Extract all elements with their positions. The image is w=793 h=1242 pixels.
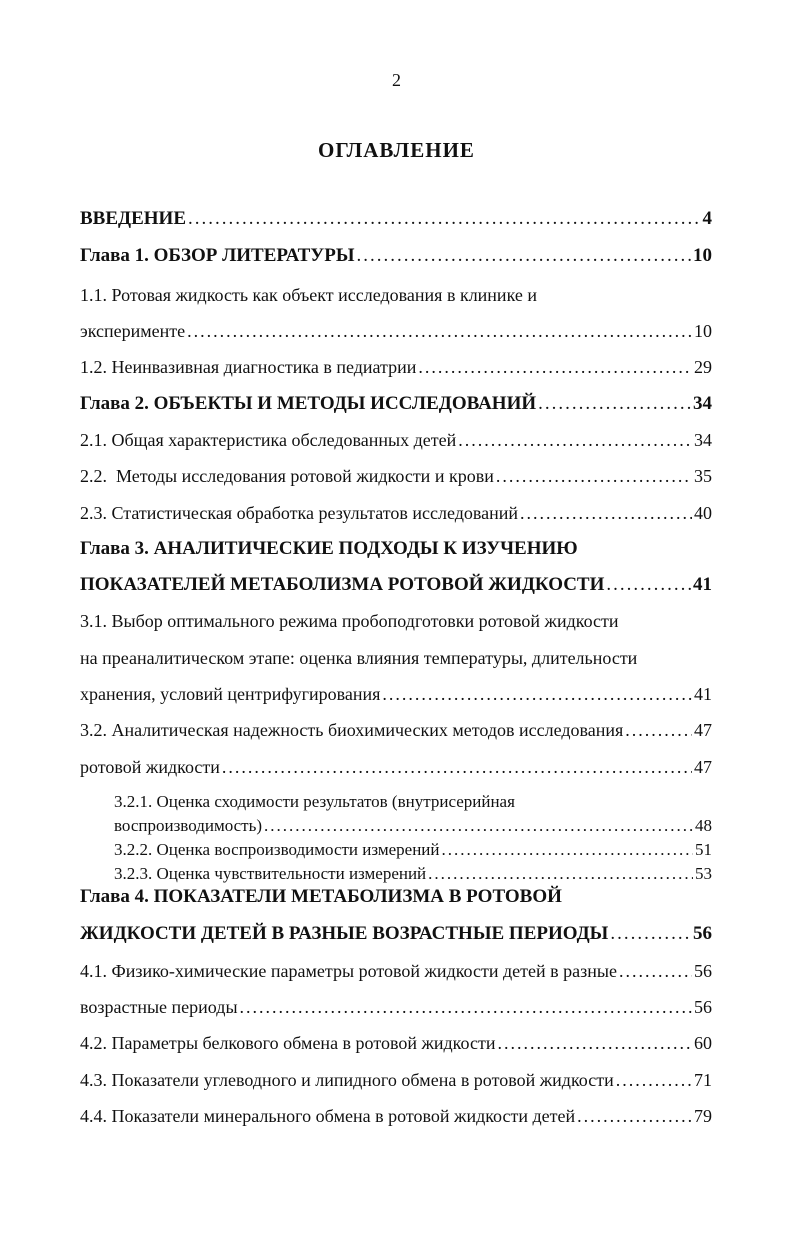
toc-entry-page: 34 bbox=[694, 430, 712, 450]
toc-dot-leader bbox=[619, 956, 692, 986]
toc-dot-leader bbox=[418, 352, 692, 382]
toc-entry-label: 2.2. Методы исследования ротовой жидкости и крови bbox=[80, 466, 494, 486]
toc-entry-page: 10 bbox=[693, 245, 712, 266]
toc-entry-chapter-1[interactable] bbox=[80, 241, 712, 271]
toc-entry-page: 56 bbox=[694, 997, 712, 1017]
toc-entry-section-4-3[interactable] bbox=[80, 1065, 712, 1095]
toc-entry-label: 3.2.2. Оценка воспроизводимости измерений bbox=[114, 840, 440, 859]
toc-entry-intro[interactable] bbox=[80, 204, 712, 234]
toc-entry-page: 79 bbox=[694, 1106, 712, 1126]
toc-entry-chapter-4[interactable] bbox=[80, 919, 712, 949]
toc-entry-chapter-4-line1[interactable]: Глава 4. ПОКАЗАТЕЛИ МЕТАБОЛИЗМА В РОТОВОЙ bbox=[80, 886, 562, 907]
toc-entry-label: Глава 1. ОБЗОР ЛИТЕРАТУРЫ bbox=[80, 245, 355, 266]
toc-entry-label: возрастные периоды bbox=[80, 997, 238, 1017]
toc-entry-page: 10 bbox=[694, 321, 712, 341]
toc-dot-leader bbox=[497, 1028, 692, 1058]
toc-entry-page: 29 bbox=[694, 357, 712, 377]
toc-entry-page: 48 bbox=[695, 816, 712, 835]
toc-entry-label: Глава 2. ОБЪЕКТЫ И МЕТОДЫ ИССЛЕДОВАНИЙ bbox=[80, 393, 537, 414]
toc-entry-section-4-1-line1[interactable] bbox=[80, 956, 712, 986]
toc-entry-chapter-3-line1[interactable]: Глава 3. АНАЛИТИЧЕСКИЕ ПОДХОДЫ К ИЗУЧЕНИЮ bbox=[80, 538, 578, 559]
toc-entry-label: 4.2. Параметры белкового обмена в ротовой жидкости bbox=[80, 1033, 496, 1053]
toc-entry-section-3-1[interactable] bbox=[80, 679, 712, 709]
toc-dot-leader bbox=[496, 461, 692, 491]
toc-entry-page: 41 bbox=[693, 574, 712, 595]
page-number: 2 bbox=[392, 70, 401, 90]
toc-dot-leader bbox=[222, 752, 692, 782]
toc-entry-section-3-1-line1[interactable]: 3.1. Выбор оптимального режима пробоподготовки ротовой жидкости bbox=[80, 611, 619, 631]
toc-entry-chapter-3[interactable] bbox=[80, 570, 712, 600]
toc-entry-label: 2.3. Статистическая обработка результатов исследований bbox=[80, 503, 519, 523]
toc-entry-section-1-2[interactable] bbox=[80, 352, 712, 382]
toc-dot-leader bbox=[240, 992, 692, 1022]
toc-entry-section-2-3[interactable] bbox=[80, 498, 712, 528]
toc-entry-section-4-1[interactable] bbox=[80, 992, 712, 1022]
toc-entry-label: ЖИДКОСТИ ДЕТЕЙ В РАЗНЫЕ ВОЗРАСТНЫЕ ПЕРИОДЫ bbox=[80, 923, 609, 944]
toc-entry-page: 47 bbox=[694, 720, 712, 740]
toc-entry-page: 56 bbox=[694, 961, 712, 981]
toc-dot-leader bbox=[357, 241, 691, 271]
toc-dot-leader bbox=[625, 715, 692, 745]
toc-entry-page: 71 bbox=[694, 1070, 712, 1090]
toc-entry-label: 2.1. Общая характеристика обследованных детей bbox=[80, 430, 457, 450]
toc-entry-section-3-2-1[interactable] bbox=[114, 814, 712, 838]
toc-entry-label: ПОКАЗАТЕЛЕЙ МЕТАБОЛИЗМА РОТОВОЙ ЖИДКОСТИ bbox=[80, 574, 605, 595]
toc-entry-label: эксперименте bbox=[80, 321, 186, 341]
toc-entry-section-3-2[interactable] bbox=[80, 752, 712, 782]
toc-entry-section-1-1-line1[interactable]: 1.1. Ротовая жидкость как объект исследования в клинике и bbox=[80, 285, 537, 305]
toc-dot-leader bbox=[538, 389, 691, 419]
toc-dot-leader bbox=[188, 204, 701, 234]
toc-entry-section-2-2[interactable] bbox=[80, 461, 712, 491]
toc-entry-section-2-1[interactable] bbox=[80, 425, 712, 455]
toc-entry-page: 40 bbox=[694, 503, 712, 523]
toc-entry-label: ВВЕДЕНИЕ bbox=[80, 208, 186, 229]
toc-dot-leader bbox=[606, 570, 691, 600]
page-title: ОГЛАВЛЕНИЕ bbox=[318, 138, 475, 162]
toc-entry-label: 4.3. Показатели углеводного и липидного обмена в ротовой жидкости bbox=[80, 1070, 614, 1090]
toc-entry-page: 47 bbox=[694, 757, 712, 777]
toc-dot-leader bbox=[616, 1065, 692, 1095]
toc-entry-label: 1.2. Неинвазивная диагностика в педиатрии bbox=[80, 357, 417, 377]
toc-dot-leader bbox=[187, 316, 692, 346]
toc-entry-section-4-4[interactable] bbox=[80, 1101, 712, 1131]
toc-dot-leader bbox=[382, 679, 692, 709]
toc-entry-page: 60 bbox=[694, 1033, 712, 1053]
toc-dot-leader bbox=[520, 498, 692, 528]
toc-entry-label: 3.2. Аналитическая надежность биохимических методов исследования bbox=[80, 720, 624, 740]
toc-entry-label: хранения, условий центрифугирования bbox=[80, 684, 381, 704]
toc-entry-chapter-2[interactable] bbox=[80, 389, 712, 419]
toc-entry-label: воспроизводимость) bbox=[114, 816, 263, 835]
toc-dot-leader bbox=[577, 1101, 692, 1131]
toc-dot-leader bbox=[442, 838, 694, 862]
toc-entry-page: 51 bbox=[695, 840, 712, 859]
toc-entry-label: ротовой жидкости bbox=[80, 757, 220, 777]
toc-entry-section-3-2-1-line1[interactable]: 3.2.1. Оценка сходимости результатов (внутрисерийная bbox=[114, 792, 515, 811]
toc-entry-section-1-1[interactable] bbox=[80, 316, 712, 346]
toc-entry-section-3-2-line1[interactable] bbox=[80, 715, 712, 745]
toc-entry-page: 35 bbox=[694, 466, 712, 486]
toc-entry-page: 34 bbox=[693, 393, 712, 414]
toc-entry-label: 3.2.3. Оценка чувствительности измерений bbox=[114, 864, 427, 883]
toc-entry-page: 41 bbox=[694, 684, 712, 704]
toc-entry-label: 4.1. Физико-химические параметры ротовой жидкости детей в разные bbox=[80, 961, 617, 981]
toc-entry-section-3-1-line2[interactable]: на преаналитическом этапе: оценка влияния температуры, длительности bbox=[80, 648, 638, 668]
toc-dot-leader bbox=[458, 425, 692, 455]
toc-entry-page: 56 bbox=[693, 923, 712, 944]
toc-entry-section-4-2[interactable] bbox=[80, 1028, 712, 1058]
toc-entry-page: 4 bbox=[702, 208, 712, 229]
toc-dot-leader bbox=[264, 814, 693, 838]
toc-entry-section-3-2-2[interactable] bbox=[114, 838, 712, 862]
toc-entry-label: 4.4. Показатели минерального обмена в ротовой жидкости детей bbox=[80, 1106, 576, 1126]
toc-entry-page: 53 bbox=[695, 864, 712, 883]
toc-dot-leader bbox=[610, 919, 691, 949]
